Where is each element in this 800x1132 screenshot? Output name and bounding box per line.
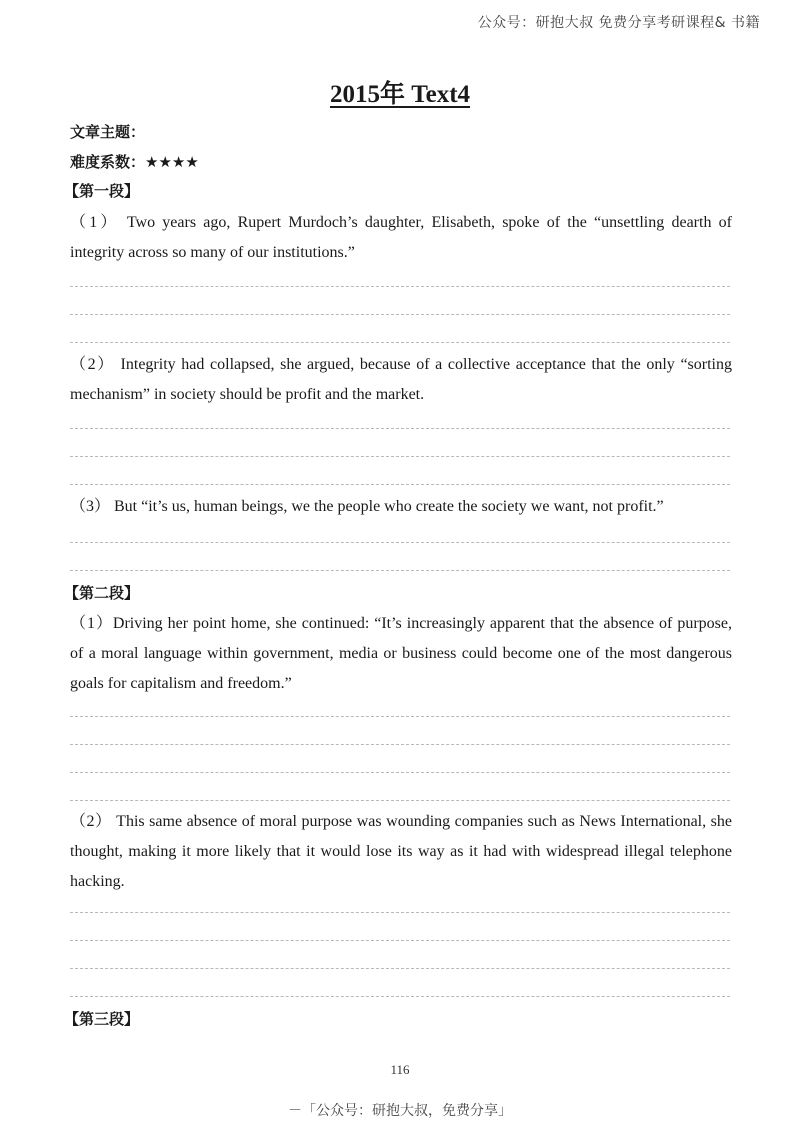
sentence-1-1: （1） Two years ago, Rupert Murdoch’s daughter, Elisabeth, spoke of the “unsettling dearth of integrity across so many of our institutions.” — [70, 214, 732, 261]
writing-line — [70, 314, 730, 315]
difficulty-rating: 难度系数：★★★★ — [70, 153, 199, 171]
writing-line — [70, 428, 730, 429]
page-title: 2015年 Text4 — [329, 81, 471, 108]
writing-line — [70, 456, 730, 457]
writing-line — [70, 716, 730, 717]
writing-line — [70, 772, 730, 773]
writing-line — [70, 570, 730, 571]
sentence-2-2: （2） This same absence of moral purpose was wounding companies such as News International, she thought, making it more likely that it would lose its way as it had with widespread illegal telephone hacking. — [70, 813, 732, 890]
sentence-1-3: （3） But “it’s us, human beings, we the people who create the society we want, not profit.” — [70, 498, 664, 515]
header-note: 公众号：研抱大叔 免费分享考研课程& 书籍 — [477, 15, 760, 31]
article-theme-label: 文章主题： — [70, 123, 146, 141]
writing-line — [70, 800, 730, 801]
section-heading-3: 【第三段】 — [64, 1010, 140, 1028]
writing-line — [70, 940, 730, 941]
writing-line — [70, 744, 730, 745]
writing-line — [70, 484, 730, 485]
writing-line — [70, 996, 730, 997]
sentence-2-1: （1）Driving her point home, she continued: “It’s increasingly apparent that the absence of purpose, of a moral language within government, media or business could become one of the most dangerous goals for capitalism and freedom.” — [70, 615, 732, 692]
section-heading-2: 【第二段】 — [64, 584, 140, 602]
footer-note: －「公众号：研抱大叔，免费分享」 — [288, 1103, 512, 1119]
sentence-1-2: （2） Integrity had collapsed, she argued, because of a collective acceptance that the only “sorting mechanism” in society should be profit and the market. — [70, 356, 732, 403]
writing-line — [70, 542, 730, 543]
writing-line — [70, 968, 730, 969]
writing-line — [70, 286, 730, 287]
writing-line — [70, 912, 730, 913]
section-heading-1: 【第一段】 — [64, 182, 140, 200]
writing-line — [70, 342, 730, 343]
page-number: 116 — [390, 1062, 410, 1077]
